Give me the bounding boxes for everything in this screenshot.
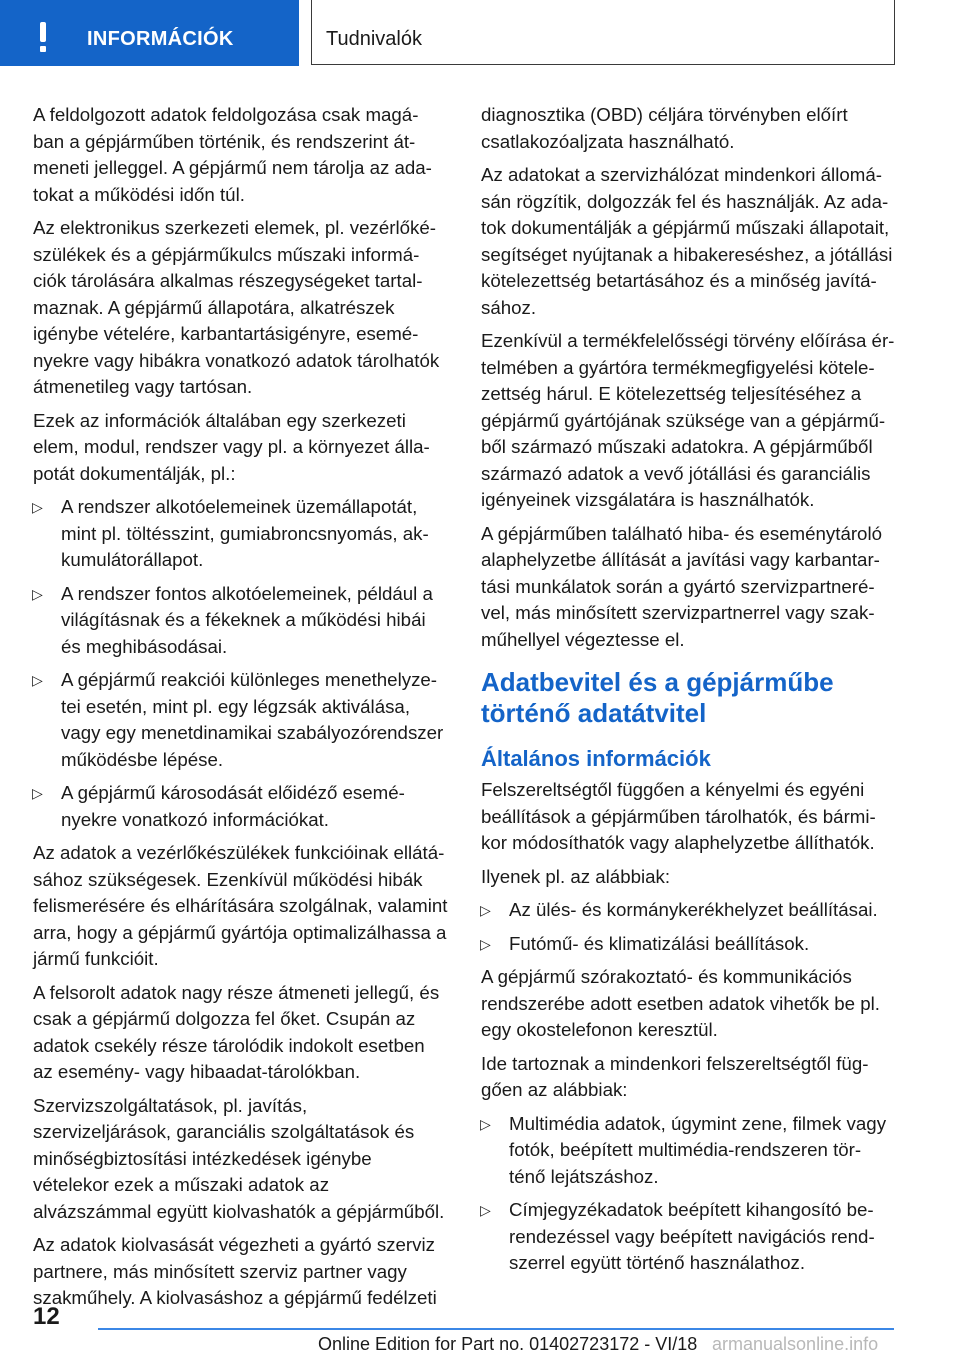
section-tab bbox=[0, 0, 299, 66]
triangle-bullet-icon: ▷ bbox=[32, 672, 43, 688]
triangle-bullet-icon: ▷ bbox=[480, 935, 491, 952]
exclamation-icon bbox=[40, 22, 46, 42]
list-item-text: Futómű- és klimatizálási beállítások. bbox=[509, 932, 810, 954]
paragraph: Az adatokat a szervizhálózat mindenkori állomá-sán rögzítik, dolgozzák fel és használják. Az ada-tok dokumentálják a gépjármű műszaki állapotait, segítséget nyújtanak a hibakereséshez, a jótállási kötelezettség betartásához és a minőség javítá-sához. bbox=[481, 164, 893, 318]
paragraph: A feldolgozott adatok feldolgozása csak magá-ban a gépjárműben történik, és rendszerint át-meneti jelleggel. A gépjármű nem tárolja az ada-tokat a működési időn túl. bbox=[33, 104, 432, 205]
paragraph: Felszereltségtől függően a kényelmi és egyéni beállítások a gépjárműben tárolhatók, és bármi-kor módosíthatók vagy alaphelyzetbe állíthatók. bbox=[481, 779, 876, 853]
triangle-bullet-icon: ▷ bbox=[480, 1115, 491, 1132]
list-item-text: A gépjármű károsodását előidéző esemé-nyekre vonatkozó információkat. bbox=[61, 782, 405, 830]
paragraph: diagnosztika (OBD) céljára törvényben előírt csatlakozóaljzata használható. bbox=[481, 104, 848, 152]
triangle-bullet-icon: ▷ bbox=[480, 1202, 491, 1218]
right-column bbox=[481, 102, 896, 1284]
triangle-bullet-icon: ▷ bbox=[32, 785, 43, 801]
list-item bbox=[481, 931, 896, 958]
subsection-heading: Általános információk bbox=[481, 746, 711, 771]
paragraph: Ilyenek pl. az alábbiak: bbox=[481, 865, 671, 887]
triangle-bullet-icon: ▷ bbox=[32, 585, 43, 602]
list-item bbox=[33, 494, 448, 574]
subsection-title: Tudnivalók bbox=[326, 28, 422, 50]
footer-rule bbox=[98, 1328, 894, 1330]
list-item-text: A rendszer fontos alkotóelemeinek, például a világításnak és a fékeknek a működési hibái és meghibásodásai. bbox=[61, 582, 433, 657]
paragraph: Ide tartoznak a mindenkori felszereltségtől füg-gően az alábbiak: bbox=[481, 1052, 869, 1100]
list-item bbox=[481, 1111, 896, 1191]
triangle-bullet-icon: ▷ bbox=[32, 499, 43, 515]
list-item-text: A gépjármű reakciói különleges menethelyze-tei esetén, mint pl. egy légzsák aktiválása, vagy egy menetdinamikai szabályozórendszer működésbe lépése. bbox=[61, 669, 444, 770]
edition-note: Online Edition for Part no. 01402723172 - VI/18 bbox=[318, 1334, 698, 1354]
section-heading: Adatbevitel és a gépjárműbe történő adatátvitel bbox=[481, 667, 834, 728]
list-item bbox=[33, 667, 448, 773]
paragraph: A felsorolt adatok nagy része átmeneti jellegű, és csak a gépjármű dolgozza fel őket. Csupán az adatok csekély része tárolódik indokolt esetben az esemény- vagy hibaadat-tárolókban. bbox=[33, 981, 440, 1082]
paragraph: Szervizszolgáltatások, pl. javítás, szervizeljárások, garanciális szolgáltatások és minőségbiztosítási intézkedések igénybe vételekor ezek a műszaki adatok az alvázszámmal együtt kiolvashatók a gépjárműből. bbox=[33, 1094, 445, 1222]
paragraph: A gépjárműben található hiba- és eseménytároló alaphelyzetbe állítását a javítási vagy karbantar-tási munkálatok során a gyártó szervizpartneré-vel, más minősített szervizpartnerrel vagy szak-műhellyel végeztesse el. bbox=[481, 522, 882, 650]
watermark: armanualsonline.info bbox=[712, 1334, 879, 1354]
paragraph: Ezek az információk általában egy szerkezeti elem, modul, rendszer vagy pl. a környezet álla-potát dokumentálják, pl.: bbox=[33, 409, 430, 484]
paragraph: Az adatok a vezérlőkészülékek funkcióinak ellátá-sához szükségesek. Ezenkívül működési hibák felismerésére és elhárítására szolgálnak, valamint arra, hogy a gépjármű gyártója optimalizálhassa a jármű funkcióit. bbox=[33, 842, 448, 969]
paragraph: Az adatok kiolvasását végezheti a gyártó szerviz partnere, más minősített szerviz partner vagy szakműhely. A kiolvasáshoz a gépjármű fedélzeti bbox=[33, 1234, 437, 1308]
page-number: 12 bbox=[33, 1303, 60, 1330]
list-item bbox=[33, 581, 448, 661]
paragraph: A gépjármű szórakoztató- és kommunikációs rendszerébe adott esetben adatok vihetők be pl. egy okostelefonon keresztül. bbox=[481, 966, 880, 1040]
paragraph: Az elektronikus szerkezeti elemek, pl. vezérlőké-szülékek és a gépjárműkulcs műszaki informá-ciók tárolására alkalmas részegységeket tartal-maznak. A gépjármű állapotára, alkatrészek igénybe vételére, karbantartásigényre, esemé-nyekre vagy hibákra vonatkozó adatok tárolhatók átmenetileg vagy tartósan. bbox=[33, 217, 440, 397]
list-item-text: Az ülés- és kormánykerékhelyzet beállításai. bbox=[509, 899, 878, 920]
list-item bbox=[33, 780, 448, 833]
section-title: INFORMÁCIÓK bbox=[87, 28, 234, 50]
list-item-text: Címjegyzékadatok beépített kihangosító be-rendezéssel vagy beépített navigációs rend-szerrel együtt történő használathoz. bbox=[509, 1199, 875, 1273]
left-column bbox=[33, 102, 448, 1319]
list-item bbox=[481, 897, 896, 924]
triangle-bullet-icon: ▷ bbox=[480, 902, 491, 918]
list-item-text: Multimédia adatok, úgymint zene, filmek vagy fotók, beépített multimédia-rendszeren tör-ténő lejátszáshoz. bbox=[509, 1112, 887, 1187]
paragraph: Ezenkívül a termékfelelősségi törvény előírása ér-telmében a gyártóra termékmegfigyelési kötele-zettség hárul. E kötelezettség teljesítéséhez a gépjármű gyártójának szüksége van a gépjármű-ből származó műszaki adatokra. A gépjárműből származó adatok a vevő jótállási és garanciális igényeinek vizsgálatára is használhatók. bbox=[481, 330, 895, 510]
list-item bbox=[481, 1197, 896, 1277]
exclamation-dot-icon bbox=[40, 46, 46, 52]
list-item-text: A rendszer alkotóelemeinek üzemállapotát, mint pl. töltésszint, gumiabroncsnyomás, ak-kumulátorállapot. bbox=[61, 496, 429, 570]
